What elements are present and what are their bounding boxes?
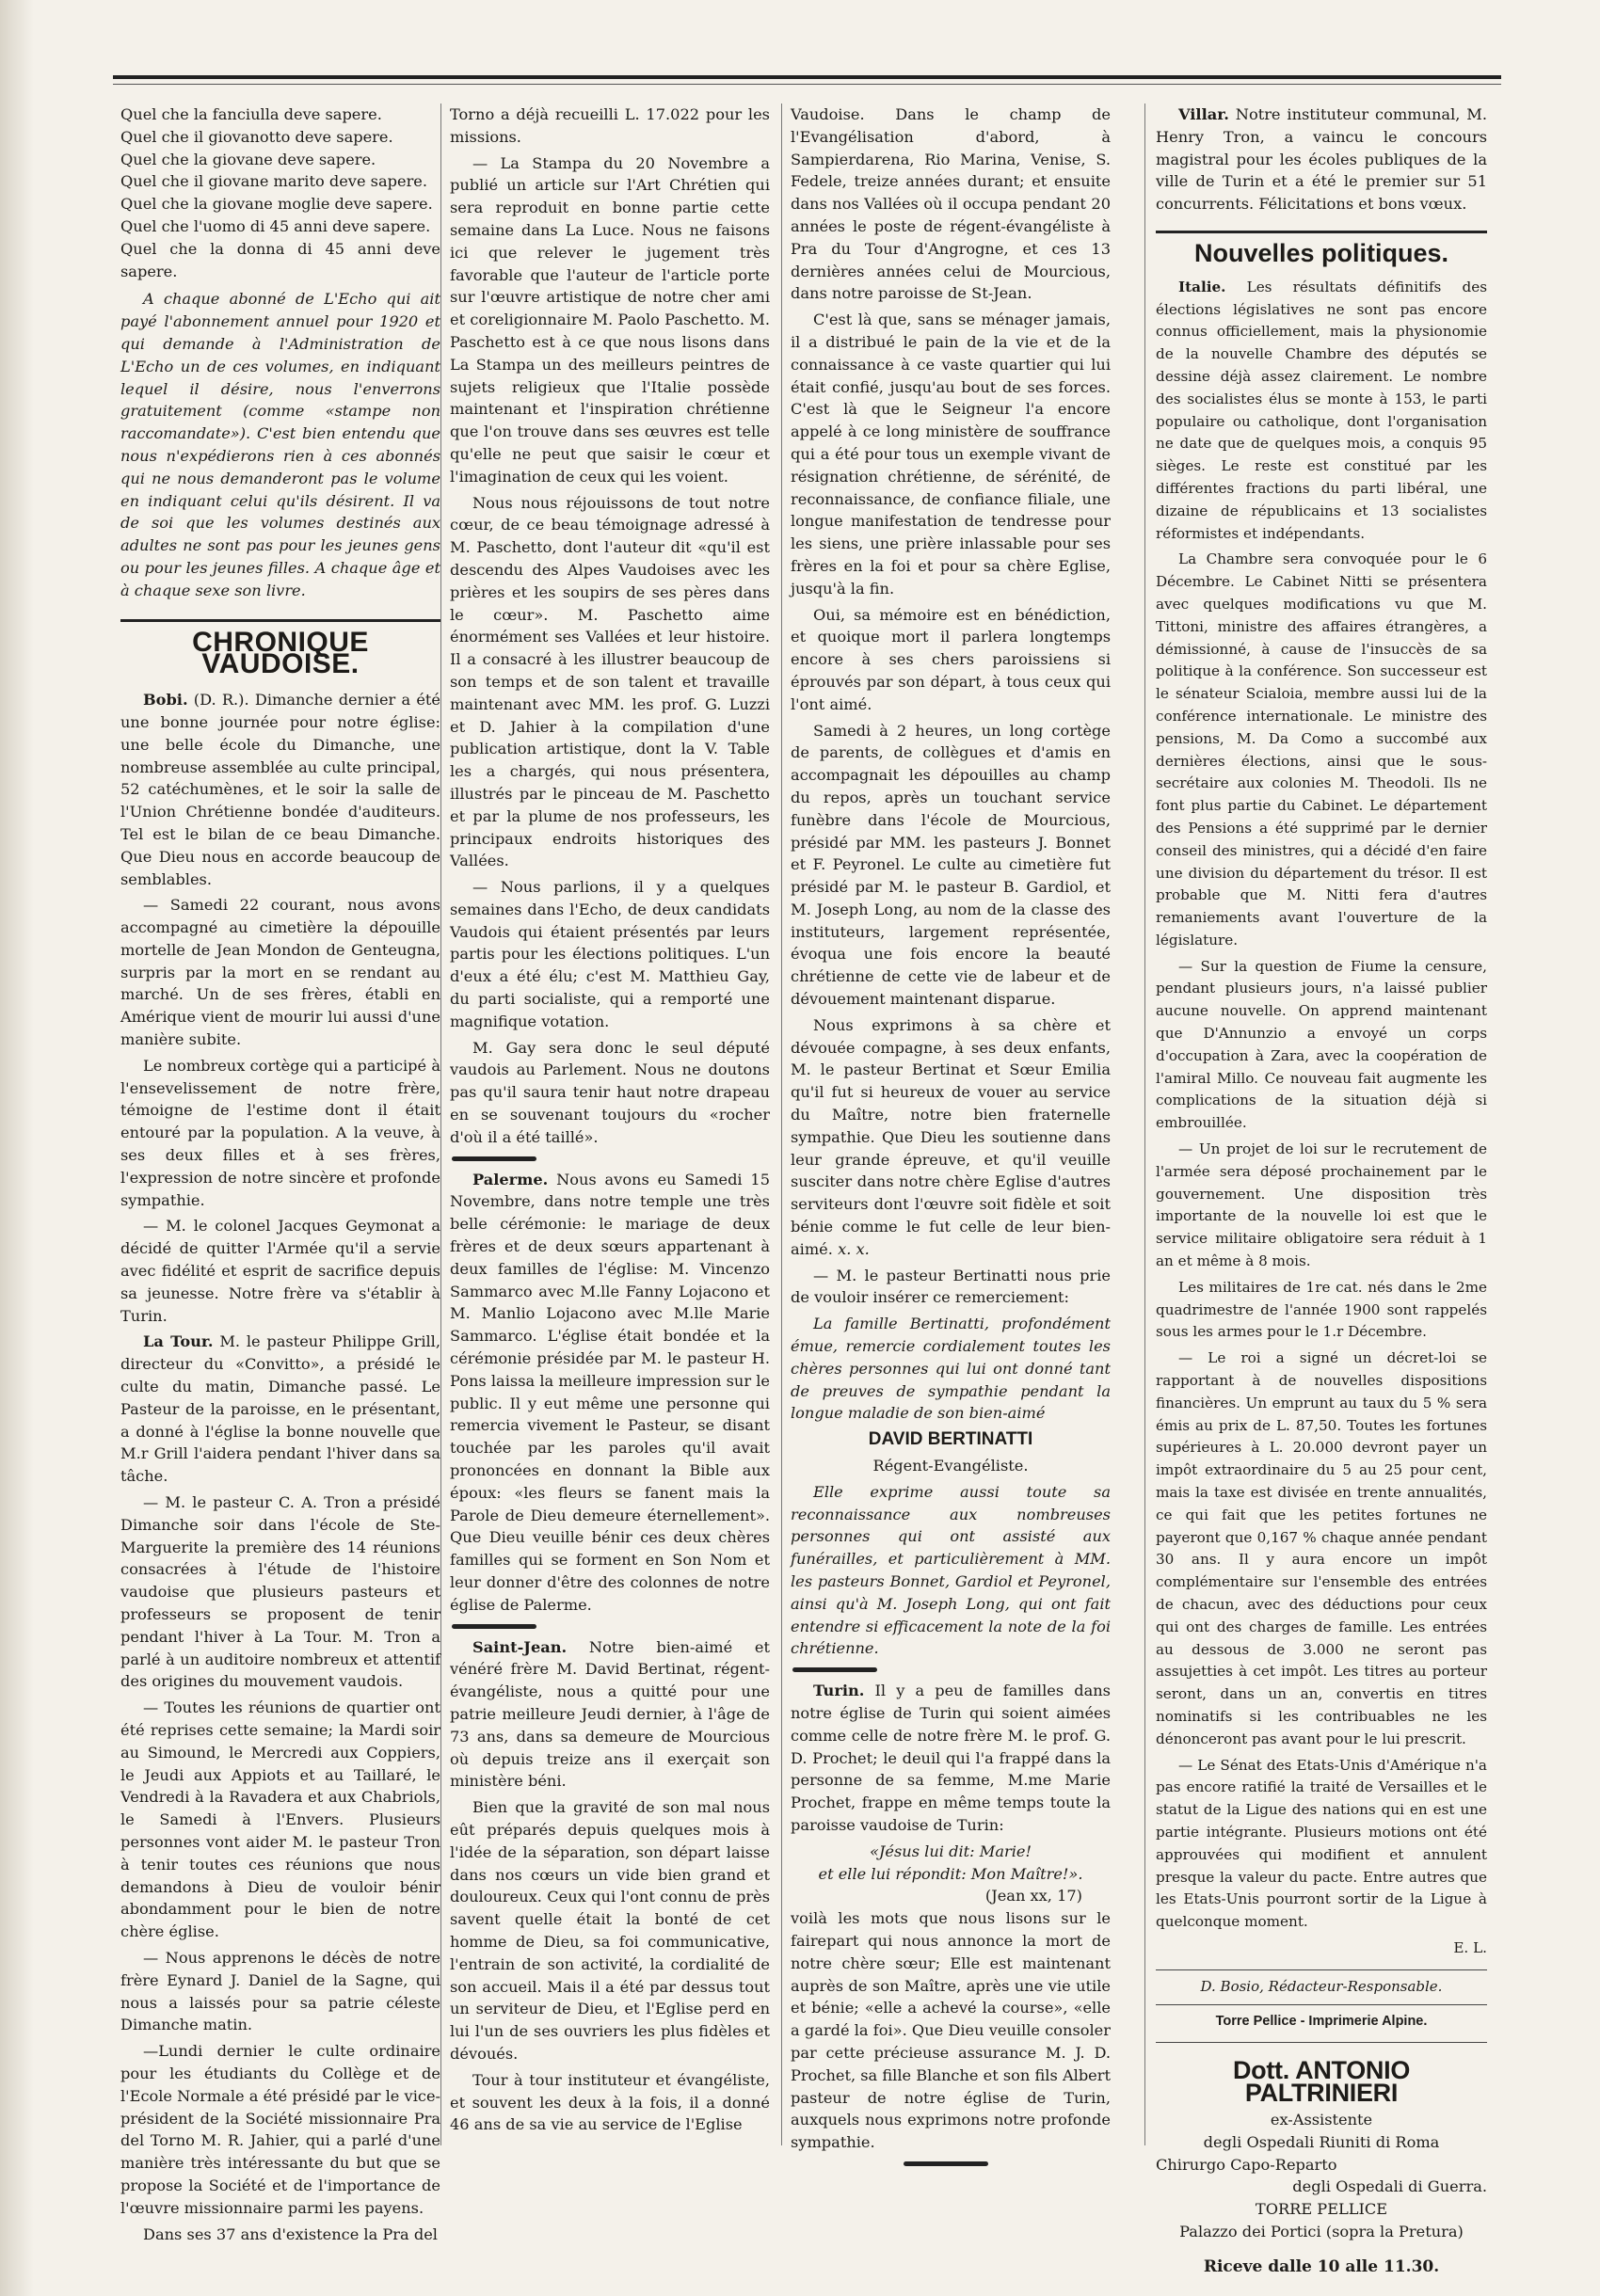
paragraph: — Sur la question de Fiume la censure, pendant plusieurs jours, n'a laissé publier aucune nouvelle. On apprend maintenant que D'Annunzio a envoyé un corps d'occupation à Zara, avec la coopération de l'amiral Millo. Ce nouveau fait augmente les complications de la situation déjà si embrouillée. bbox=[1156, 957, 1487, 1132]
column-3 bbox=[791, 104, 1111, 2174]
article-text: M. le pasteur Philippe Grill, directeur du «Convitto», a présidé le culte du matin, Dimanche passé. Le Pasteur de la paroisse, en le présentant, a donné à l'église la bonne nouvelle que M.r Grill l'aidera pendant l'hiver dans sa tâche. bbox=[120, 1332, 440, 1486]
top-rule bbox=[113, 75, 1501, 79]
paragraph: — M. le pasteur C. A. Tron a présidé Dimanche soir dans l'école de Ste-Marguerite la première des 14 réunions consacrées à l'étude de l'histoire vaudoise que plusieurs pasteurs et professeurs se proposent de tenir pendant l'hiver à La Tour. M. Tron a parlé à un auditoire nombreux et attentif des origines du mouvement vaudois. bbox=[120, 1493, 440, 1691]
page-edge-shadow bbox=[0, 0, 34, 2296]
paragraph: voilà les mots que nous lisons sur le fairepart qui nous annonce la mort de notre chère sœur; Elle est maintenant auprès de son Maître, après une vie utile et bénie; «elle a achevé la course», «elle a gardé la foi». Que Dieu veuille consoler par cette précieuse assurance M. J. D. Prochet, sa fille Blanche et son fils Albert pasteur de notre église de Turin, auxquels nous exprimons notre profonde sympathie. bbox=[791, 1909, 1111, 2152]
section-dash bbox=[792, 1667, 877, 1672]
paragraph bbox=[791, 1014, 1111, 1261]
book-title: Quel che l'uomo di 45 anni deve sapere. bbox=[120, 216, 431, 235]
book-title: Quel che il giovane marito deve sapere. bbox=[120, 172, 428, 191]
paragraph: Vaudoise. Dans le champ de l'Evangélisation d'abord, à Sampierdarena, Rio Marina, Venise, S. Fedele, treize années durant; et ensuite dans nos Vallées où il occupa pendant 20 années le poste de régent-évangéliste à Pra du Tour d'Angrogne, et ces 13 dernières années celui de Mourcious, dans notre paroisse de St-Jean. bbox=[791, 105, 1111, 303]
paragraph: Nous nous réjouissons de tout notre cœur, de ce beau témoignage adressé à M. Paschetto, dont l'auteur dit «qu'il est descendu des Alpes Vaudoises avec les prières et les soupirs de ses pères dans le cœur». M. Paschetto aime énormément ses Vallées et leur histoire. Il a consacré à les illustrer beaucoup de son temps et de son talent et travaille maintenant avec MM. les prof. G. Luzzi et D. Jahier à la compilation d'une publication artistique, dont la V. Table les a chargés, qui nous présentera, illustrés par le pinceau de M. Paschetto et par la plume de nos professeurs, les principaux endroits historiques des Vallées. bbox=[450, 493, 770, 870]
ad-line: Palazzo dei Portici (sopra la Pretura) bbox=[1179, 2222, 1464, 2240]
deceased-name: DAVID BERTINATTI bbox=[868, 1429, 1033, 1450]
paragraph: — Un projet de loi sur le recrutement de l'armée sera déposé prochainement par le gouvernement. Une disposition très importante de la nouvelle loi est que le service militaire obligatoire sera réduit à 1 an et même à 8 mois. bbox=[1156, 1140, 1487, 1270]
place-name: Bobi. bbox=[143, 691, 188, 710]
book-title: Quel che la donna di 45 anni deve sapere. bbox=[120, 239, 440, 280]
paragraph: Torno a déjà recueilli L. 17.022 pour les missions. bbox=[450, 105, 770, 146]
thanks-note: La famille Bertinatti, profondément émue, remercie cordialement toutes les chères personnes qui lui ont donné tant de preuves de sympathie pendant la longue maladie de son bien-aimé bbox=[791, 1315, 1111, 1423]
section-dash bbox=[452, 1624, 536, 1629]
article-saint-jean bbox=[450, 1636, 770, 1794]
article-italie bbox=[1156, 277, 1487, 546]
place-name: Villar. bbox=[1178, 105, 1229, 123]
editor-line bbox=[1156, 1969, 1487, 2005]
paragraph: Bien que la gravité de son mal nous eût préparés depuis quelques mois à l'idée de la séparation, son départ laisse dans nos cœurs un vide bien grand et douloureux. Ceux qui l'ont connu de près savent quelle était la bonté de cet homme de Dieu, sa foi communicative, l'entrain de son activité, la cordialité de son accueil. Mais il a été par dessus tout un serviteur de Dieu, et l'Eglise perd en lui l'un de ses ouvriers les plus fidèles et dévoués. bbox=[450, 1798, 770, 2063]
quote-line: «Jésus lui dit: Marie! bbox=[870, 1842, 1032, 1860]
place-name: Palerme. bbox=[472, 1170, 549, 1188]
place-name: Saint-Jean. bbox=[472, 1637, 568, 1656]
ad-hours: Riceve dalle 10 alle 11.30. bbox=[1203, 2256, 1440, 2276]
ad-line: degli Ospedali di Guerra. bbox=[1292, 2177, 1487, 2196]
paragraph-text: Nous exprimons à sa chère et dévouée compagne, à ses deux enfants, M. le pasteur Bertinat et Sœur Emilia qu'il fut si heureux de vouer au service du Maître, notre bien fraternelle sympathie. Que Dieu les soutienne dans leur grande épreuve, et qu'il veuille susciter dans notre chère Eglise d'autres serviteurs dont l'œuvre soit fidèle et soit bénie comme le fut celle de leur bien-aimé. bbox=[791, 1015, 1111, 1258]
paragraph: Samedi à 2 heures, un long cortège de parents, de collègues et d'amis en accompagnait les dépouilles au champ du repos, après un touchant service funèbre dans l'école de Mourcious, présidé par MM. les pasteurs J. Bonnet et F. Peyronel. Le culte au cimetière fut présidé par M. le pasteur B. Gardiol, et M. Joseph Long, au nom de la classe des instituteurs, largement représentée, évoqua une fois encore la beauté chrétienne de cette vie de labeur et de dévouement maintenant disparue. bbox=[791, 721, 1111, 1009]
paragraph: — Toutes les réunions de quartier ont été reprises cette semaine; la Mardi soir au Simound, le Mercredi aux Coppiers, le Jeudi aux Appiots et au Taillaré, le Vendredi à la Ravadera et aux Chabriols, le Samedi à l'Envers. Plusieurs personnes vont aider M. le pasteur Tron à tenir toutes ces réunions que nous demandons à Dieu de vouloir bénir abondamment pour le bien de notre chère église. bbox=[120, 1698, 440, 1941]
article-palerme bbox=[450, 1169, 770, 1617]
book-title: Quel che la fanciulla deve sapere. bbox=[120, 105, 382, 123]
doctor-advertisement bbox=[1156, 2056, 1487, 2278]
article-turin bbox=[791, 1680, 1111, 1837]
book-title: Quel che la giovane deve sapere. bbox=[120, 150, 376, 168]
paragraph: —Lundi dernier le culte ordinaire pour les étudiants du Collège et de l'Ecole Normale a été présidé par le vice-président de la Société missionnaire Pra del Torno M. R. Jahier, qui a parlé d'une manière très intéressante du but que se propose la Société et de l'importance de l'œuvre missionnaire parmi les payens. bbox=[120, 2042, 440, 2217]
paragraph: Tour à tour instituteur et évangéliste, et souvent les deux à la fois, il a donné 46 ans de sa vie au service de l'Eglise bbox=[450, 2070, 770, 2134]
paragraph: — La Stampa du 20 Novembre a publié un article sur l'Art Chrétien qui sera reproduit en bonne partie cette semaine dans La Luce. Nous ne faisons ici que relever le jugement très favorable que l'auteur de l'article porte sur l'œuvre artistique de notre cher ami et coreligionnaire M. Paolo Paschetto. M. Paschetto est à ce que nous lisons dans La Stampa un des meilleurs peintres de sujets religieux que l'Italie possède maintenant et l'inspiration chrétienne que l'on trouve dans ses œuvres est telle qu'elle ne peut que saisir le cœur et l'imagination de ceux qui les voient. bbox=[450, 153, 770, 486]
ad-line: ex-Assistente bbox=[1270, 2110, 1373, 2129]
ad-line: degli Ospedali Riuniti di Roma bbox=[1203, 2132, 1440, 2151]
signature: E. L. bbox=[1453, 1938, 1487, 1956]
editor-text: D. Bosio, Rédacteur-Responsable. bbox=[1200, 1977, 1443, 1995]
paragraph: — Samedi 22 courant, nous avons accompagné au cimetière la dépouille mortelle de Jean Mondon de Genteugna, surpris par la mort en se rendant au marché. Un de ses frères, établi en Amérique vient de mourir lui aussi d'une manière subite. bbox=[120, 896, 440, 1049]
top-rule-thin bbox=[113, 84, 1501, 85]
article-text: Il y a peu de familles dans notre église de Turin qui soient aimées comme celle de notre frère M. le prof. G. D. Prochet; le deuil qui l'a frappé dans la personne de sa femme, M.me Marie Prochet, frappe en même temps toute la paroisse vaudoise de Turin: bbox=[791, 1682, 1111, 1834]
place-name: Turin. bbox=[813, 1682, 865, 1700]
quote-line: et elle lui répondit: Mon Maître!». bbox=[818, 1864, 1083, 1883]
section-heading-chronique: CHRONIQUE VAUDOISE. bbox=[120, 619, 440, 677]
thanks-note: Elle exprime aussi toute sa reconnaissance aux nombreuses personnes qui ont assisté aux funérailles, et particulièrement à MM. les pasteurs Bonnet, Gardiol et Peyronel, ainsi qu'à M. Joseph Long, qui ont fait entendre si efficacement la note de la foi chrétienne. bbox=[791, 1482, 1111, 1658]
article-text: (D. R.). Dimanche dernier a été une bonne journée pour notre église: une belle école du Dimanche, une nombreuse assemblée au culte principal, 52 catéchumènes, et le soir la salle de l'Union Chrétienne bondée d'auditeurs. Tel est le bilan de ce beau Dimanche. Que Dieu nous en accorde beaucoup de semblables. bbox=[120, 691, 440, 888]
book-title: Quel che la giovane moglie deve sapere. bbox=[120, 195, 433, 214]
column-4 bbox=[1156, 104, 1487, 2279]
quote-reference: (Jean xx, 17) bbox=[984, 1887, 1082, 1905]
column-divider bbox=[1144, 104, 1145, 2145]
book-list bbox=[120, 104, 440, 282]
paragraph: — M. le pasteur Bertinatti nous prie de vouloir insérer ce remerciement: bbox=[791, 1266, 1111, 1307]
place-name: La Tour. bbox=[143, 1332, 214, 1351]
ad-line: Chirurgo Capo-Reparto bbox=[1156, 2155, 1337, 2174]
section-dash bbox=[904, 2161, 988, 2166]
column-2 bbox=[450, 104, 770, 2140]
ad-line: TORRE PELLICE bbox=[1255, 2200, 1388, 2219]
paragraph: Dans ses 37 ans d'existence la Pra del bbox=[143, 2224, 438, 2243]
article-text: Notre bien-aimé et vénéré frère M. David Bertinat, régent-évangéliste, nous a quitté pour une patrie meilleure Jeudi dernier, à l'âge de 73 ans, dans sa demeure de Mourcious où depuis treize ans il exerçait son ministère béni. bbox=[450, 1637, 770, 1791]
article-villar bbox=[1156, 104, 1487, 215]
column-1 bbox=[120, 104, 440, 2249]
article-text: Les résultats définitifs des élections législatives ne sont pas encore connus officiellement, mais la physionomie de la nouvelle Chambre des députés se dessine déjà assez clairement. Le nombre des socialistes élus se monte à 153, le parti populaire ou catholique, dont l'organisation ne date que de quelques mois, a conquis 95 sièges. Le reste est constitué par les différentes fractions du parti libéral, une dizaine de républicains et 13 socialistes réformistes et indépendants. bbox=[1156, 278, 1488, 542]
section-dash bbox=[452, 1156, 536, 1161]
paragraph: C'est là que, sans se ménager jamais, il a distribué le pain de la vie et de la connaissance à ce vaste quartier qui lui était confié, jusqu'au bout de ses forces. C'est là que le Seigneur l'a encore appelé à ce long ministère de souffrance qui a été pour tous un exemple vivant de résignation chrétienne, de sérénité, de reconnaissance, de confiance filiale, une longue manifestation de tendresse pour les siens, une prière inlassable pour ses frères en la foi et pour sa chère Eglise, jusqu'à la fin. bbox=[791, 311, 1111, 598]
column-divider bbox=[781, 104, 782, 2145]
deceased-role: Régent-Evangéliste. bbox=[872, 1457, 1029, 1475]
paragraph: M. Gay sera donc le seul député vaudois au Parlement. Nous ne doutons pas qu'il saura tenir haut notre drapeau en se souvenant toujours du «rocher d'où il a été taillé». bbox=[450, 1038, 770, 1146]
article-text: Notre instituteur communal, M. Henry Tron, a vaincu le concours magistral pour les écoles publiques de la ville de Turin et a été le premier sur 51 concurrents. Félicitations et bons vœux. bbox=[1156, 105, 1487, 214]
paragraph: — Nous parlions, il y a quelques semaines dans l'Echo, de deux candidats Vaudois qui étaient présentés par leurs partis pour les élections politiques. L'un d'eux a été élu; c'est M. Matthieu Gay, du parti socialiste, qui a remporté une magnifique votation. bbox=[450, 878, 770, 1030]
ad-title: Dott. ANTONIO PALTRINIERI bbox=[1232, 2056, 1411, 2108]
paragraph: — Le Sénat des Etats-Unis d'Amérique n'a pas encore ratifié la traité de Versailles et le statut de la Ligue des nations qui en est une partie intégrante. Plusieurs motions ont été approuvées qui modifient et annulent presque la valeur du pacte. Entre autres que les Etats-Unis pourront sortir de la Ligue à quelconque moment. bbox=[1156, 1756, 1487, 1931]
subscriber-notice: A chaque abonné de L'Echo qui ait payé l'abonnement annuel pour 1920 et qui demande à l'Administration de L'Echo un de ces volumes, en indiquant lequel il désire, nous l'enverrons gratuitement (comme «stampe non raccomandate»). C'est bien entendu que nous n'expédierons rien à ces abonnés qui ne nous demanderont pas le volume en indiquant celui qu'ils désirent. Il va de soi que les volumes destinés aux adultes ne sont pas pour les jeunes gens ou pour les jeunes filles. A chaque âge et à chaque sexe son livre. bbox=[120, 290, 440, 599]
place-name: Italie. bbox=[1178, 278, 1226, 295]
paragraph: Oui, sa mémoire est en bénédiction, et quoique mort il parlera longtemps encore à ses chers paroissiens si éprouvés par son départ, à tous ceux qui l'ont aimé. bbox=[791, 605, 1111, 713]
article-bobi bbox=[120, 689, 440, 890]
paragraph: Les militaires de 1re cat. nés dans le 2me quadrimestre de l'année 1900 sont rappelés sous les armes pour le 1.r Décembre. bbox=[1156, 1278, 1487, 1341]
printer-line: Torre Pellice - Imprimerie Alpine. bbox=[1215, 2013, 1428, 2029]
divider bbox=[1156, 2042, 1487, 2043]
article-text: Nous avons eu Samedi 15 Novembre, dans notre temple une très belle cérémonie: le mariage de deux frères et de deux sœurs appartenant à deux familles de l'église: M. Vincenzo Sammarco avec M.lle Fanny Lojacono et M. Manlio Lojacono avec M.lle Marie Sammarco. L'église était bondée et la cérémonie présidée par M. le pasteur H. Pons laissa la meilleure impression sur le public. Il y eut même une personne qui remercia vivement le Pasteur, se disant touchée par les paroles qu'il avait prononcées en donnant la Bible aux époux: «les fleurs se fanent mais la Parole de Dieu demeure éternellement». Que Dieu veuille bénir ces deux chères familles qui se forment en Son Nom et leur donner d'être des colonnes de notre église de Palerme. bbox=[450, 1170, 771, 1614]
paragraph: — Le roi a signé un décret-loi se rapportant à de nouvelles dispositions financières. Un emprunt au taux du 5 % sera émis au prix de L. 87,50. Toutes les fortunes supérieures à L. 20.000 devront payer un impôt extraordinaire du 5 au 25 pour cent, mais la taxe est divisée en trente annualités, ce qui fait que les petites fortunes ne payeront que 0,167 % chaque année pendant 30 ans. Il y aura encore un impôt complémentaire sur l'ensemble des entrées de chacun, avec des déductions pour ceux qui ont des charges de famille. Les entrées au dessous de 3.000 ne seront pas assujetties à cet impôt. Les titres au porteur seront, dans un an, convertis en titres nominatifs si les contribuables ne les dénonceront pas avant pour le lui prescrit. bbox=[1156, 1349, 1487, 1747]
article-latour bbox=[120, 1331, 440, 1488]
paragraph: Le nombreux cortège qui a participé à l'ensevelissement de notre frère, témoigne de l'estime dont il était entouré par la population. A la veuve, à ses deux filles et à ses frères, l'expression de notre sincère et profonde sympathie. bbox=[120, 1056, 440, 1209]
column-divider bbox=[440, 104, 441, 2145]
signature: x. x. bbox=[838, 1239, 870, 1258]
paragraph: La Chambre sera convoquée pour le 6 Décembre. Le Cabinet Nitti se présentera avec quelques modifications vu que M. Tittoni, ministre des affaires étrangères, a démissionné, à cause de l'insuccès de sa politique à la conférence. Son successeur est le sénateur Scialoia, membre aussi lui de la conférence internationale. Le ministre des pensions, M. Da Como a succombé aux dernières élections, ainsi que le sous-secrétaire aux colonies M. Theodoli. Ils ne font plus partie du Cabinet. Le département des Pensions a été supprimé par le dernier conseil des ministres, qui a décidé d'en faire une division du département du trésor. Il est probable que M. Nitti fera d'autres remaniements avant l'ouverture de la législature. bbox=[1156, 550, 1487, 949]
section-heading-politiques: Nouvelles politiques. bbox=[1156, 231, 1487, 265]
paragraph: — M. le colonel Jacques Geymonat a décidé de quitter l'Armée qu'il a servie avec fidélité et esprit de sacrifice depuis sa jeunesse. Notre frère va s'établir à Turin. bbox=[120, 1217, 440, 1325]
book-title: Quel che il giovanotto deve sapere. bbox=[120, 127, 393, 146]
paragraph: — Nous apprenons le décès de notre frère Eynard J. Daniel de la Sagne, qui nous a laissés pour sa patrie céleste Dimanche matin. bbox=[120, 1948, 440, 2034]
